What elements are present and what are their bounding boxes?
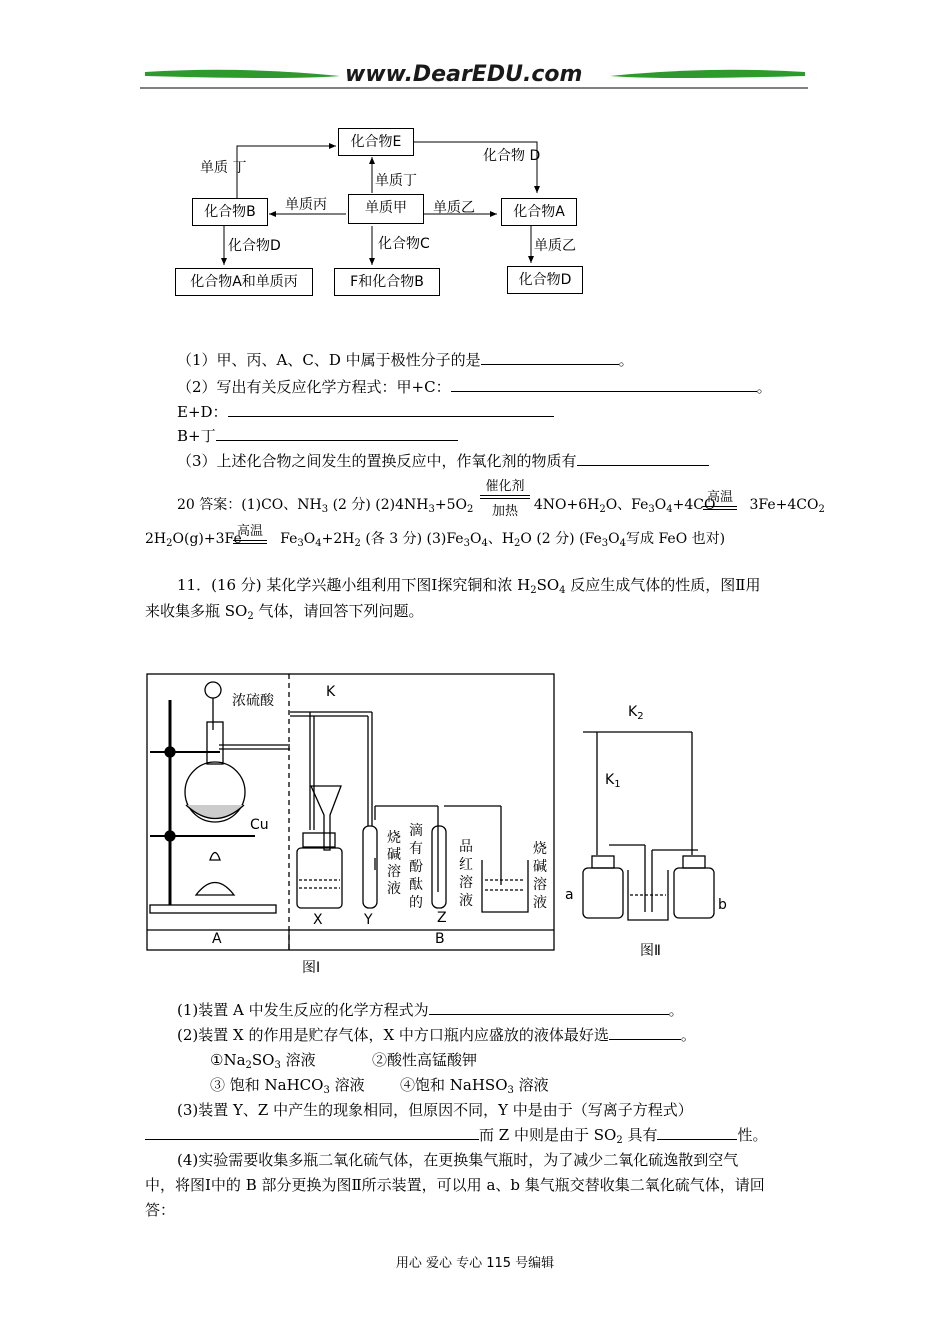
- label-shaojian-1: 烧碱溶液: [387, 830, 401, 897]
- label-part-B: B: [435, 931, 445, 947]
- label-bottle-b: b: [718, 897, 727, 913]
- label-yi-right: 单质乙: [534, 238, 576, 254]
- box-F-and-compound-B: F和化合物B: [334, 268, 440, 296]
- label-bottle-a: a: [565, 887, 574, 903]
- box-compound-A: 化合物A: [501, 198, 577, 226]
- label-Cu: Cu: [250, 817, 269, 833]
- q11-line-1: 11．(16 分) 某化学兴趣小组利用下图Ⅰ探究铜和浓 $H_2SO_4$ 反应生成气体的性质，图Ⅱ用: [177, 576, 761, 596]
- q11-sub-2: (2)装置 X 的作用是贮存气体，X 中方口瓶内应盛放的液体最好选 。: [177, 1026, 696, 1044]
- q11-line-2: 来收集多瓶 $SO_2$ 气体，请回答下列问题。: [145, 602, 424, 622]
- q11-sub-4-c: 答：: [145, 1201, 176, 1219]
- option-1: $①Na_2SO_3$ 溶液: [210, 1051, 316, 1071]
- label-shaojian-2: 烧碱溶液: [533, 841, 547, 911]
- label-valve-K1: $K_1$: [605, 772, 621, 790]
- page-footer: 用心 爱心 专心 115 号编辑: [395, 1256, 555, 1271]
- box-compound-E: 化合物E: [338, 128, 414, 156]
- q19-line-5: （3）上述化合物之间发生的置换反应中，作氧化剂的物质有: [177, 451, 709, 471]
- box-compound-A-and-bing: 化合物A和单质丙: [175, 268, 313, 296]
- q19-line-2: （2）写出有关反应化学方程式：甲+C： 。: [177, 378, 772, 396]
- label-X: X: [313, 912, 323, 928]
- label-valve-K2: $K_2$: [628, 704, 644, 722]
- q19-line-1: （1）甲、丙、A、C、D 中属于极性分子的是 。: [177, 351, 634, 369]
- label-bing: 单质丙: [285, 197, 327, 213]
- figure-1-caption: 图Ⅰ: [302, 960, 321, 976]
- high-temp-condition-1: 高温: [703, 486, 737, 511]
- high-temp-condition-2: 高温: [233, 520, 267, 545]
- label-pinhong: 品红溶液: [459, 839, 473, 909]
- box-compound-D: 化合物D: [507, 266, 583, 294]
- option-3: ③ 饱和 NaHCO$_3$ 溶液: [210, 1076, 365, 1096]
- box-compound-B: 化合物B: [192, 198, 268, 226]
- q19-line-3: E+D：: [177, 402, 554, 422]
- label-Y: Y: [364, 912, 373, 928]
- q11-sub-1: (1)装置 A 中发生反应的化学方程式为 。: [177, 1001, 684, 1019]
- label-nongliusuan: 浓硫酸: [232, 693, 274, 709]
- answer-line-1: 20 答案：(1)CO、$NH_3$ (2 分) $(2)4NH_3+5O_2$ $4NO+6H_2O$、$Fe_3O_4+4CO$ $3Fe+4CO_2$: [177, 497, 825, 515]
- answer-line-2: $2H_2O(g)+3Fe$ $Fe_3O_4+2H_2$ (各 3 分) $(3)Fe_3O_4$、$H_2O$ (2 分) ($Fe_3O_4$写成 FeO 也对): [145, 531, 726, 549]
- option-4: ④饱和 NaHSO$_3$ 溶液: [400, 1076, 549, 1096]
- q11-sub-4-a: (4)实验需要收集多瓶二氧化硫气体，在更换集气瓶时，为了减少二氧化硫逸散到空气: [177, 1151, 739, 1169]
- label-D-top: 化合物 D: [483, 148, 541, 164]
- site-logo: www.DearEDU.com: [345, 62, 583, 87]
- label-valve-K: K: [326, 684, 336, 700]
- catalyst-condition: 催化剂 加热: [480, 475, 530, 519]
- q11-sub-4-b: 中，将图Ⅰ中的 B 部分更换为图Ⅱ所示装置，可以用 a、b 集气瓶交替收集二氧化硫气体，请回: [145, 1176, 765, 1194]
- q19-line-4: B+丁: [177, 426, 458, 446]
- q11-sub-3: (3)装置 Y、Z 中产生的现象相同，但原因不同，Y 中是由于（写离子方程式）: [177, 1101, 693, 1119]
- label-Z: Z: [437, 910, 447, 926]
- label-fenzhi: 滴有酚酞的: [409, 823, 423, 911]
- label-yi-mid: 单质乙: [433, 200, 475, 216]
- q11-sub-3-cont: 而 Z 中则是由于 $SO_2$ 具有 性。: [145, 1125, 767, 1151]
- label-part-A: A: [212, 931, 222, 947]
- label-ding-mid: 单质丁: [375, 173, 417, 189]
- box-element-jia: 单质甲: [348, 194, 424, 224]
- label-C-mid: 化合物C: [378, 236, 430, 252]
- label-D-left: 化合物D: [228, 238, 281, 254]
- option-2: ②酸性高锰酸钾: [372, 1051, 478, 1069]
- label-ding-left: 单质 丁: [200, 160, 247, 176]
- figure-2-caption: 图Ⅱ: [640, 943, 661, 959]
